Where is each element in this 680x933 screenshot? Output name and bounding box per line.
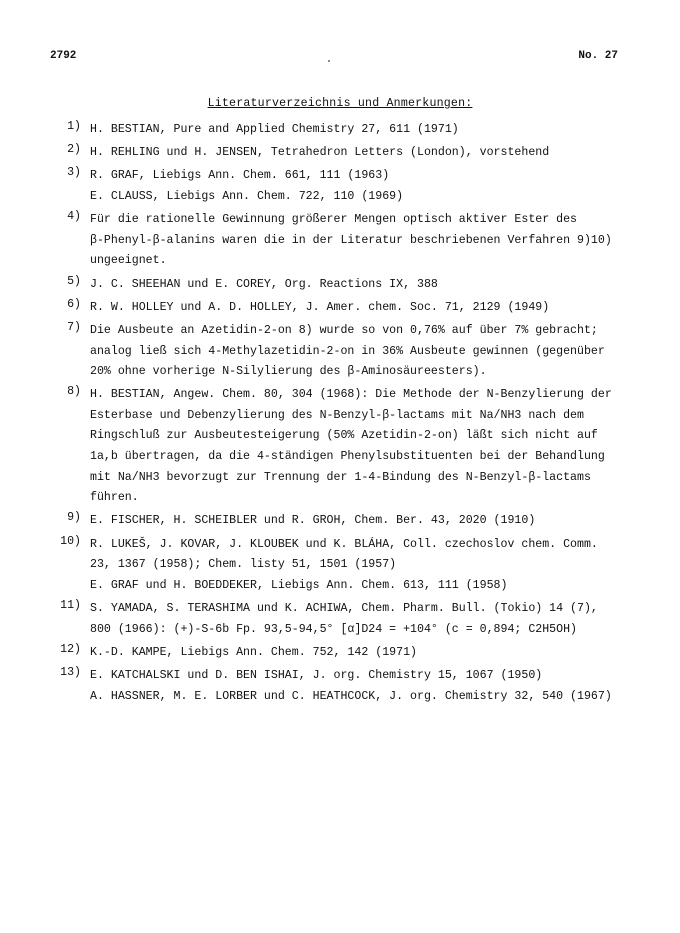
reference-item — [47, 120, 647, 141]
reference-item — [47, 385, 647, 509]
reference-number: 12) — [60, 642, 81, 656]
reference-line: Esterbase und Debenzylierung des N-Benzyl-β-lactams mit Na/NH3 nach dem — [90, 408, 584, 422]
reference-number: 3) — [67, 166, 81, 180]
reference-number: 10) — [60, 534, 81, 548]
reference-item — [47, 599, 647, 640]
reference-item — [47, 511, 647, 532]
reference-number: 13) — [60, 665, 81, 679]
reference-item — [47, 298, 647, 319]
reference-line: H. BESTIAN, Pure and Applied Chemistry 27, 611 (1971) — [90, 123, 459, 136]
reference-item — [47, 643, 647, 664]
reference-line: H. BESTIAN, Angew. Chem. 80, 304 (1968): Die Methode der N-Benzylierung der — [90, 388, 612, 402]
reference-number: 8) — [67, 385, 81, 399]
reference-line: R. LUKEŠ, J. KOVAR, J. KLOUBEK und K. BLÁHA, Coll. czechoslov chem. Comm. — [90, 537, 598, 551]
reference-item — [47, 666, 647, 707]
reference-line: K.-D. KAMPE, Liebigs Ann. Chem. 752, 142 (1971) — [90, 645, 417, 659]
reference-line: mit Na/NH3 bevorzugt zur Trennung der 1-4-Bindung des N-Benzyl-β-lactams — [90, 470, 591, 484]
reference-number: 6) — [67, 297, 81, 311]
reference-number: 1) — [67, 120, 81, 133]
reference-line: S. YAMADA, S. TERASHIMA und K. ACHIWA, Chem. Pharm. Bull. (Tokio) 14 (7), — [90, 602, 598, 615]
reference-item — [47, 321, 647, 383]
reference-line: E. GRAF und H. BOEDDEKER, Liebigs Ann. Chem. 613, 111 (1958) — [90, 578, 508, 592]
reference-number: 7) — [67, 320, 81, 334]
reference-line: 23, 1367 (1958); Chem. listy 51, 1501 (1957) — [90, 558, 397, 572]
journal-issue-number: No. 27 — [578, 50, 618, 62]
reference-item — [47, 535, 647, 597]
reference-number: 11) — [60, 599, 81, 612]
reference-line: 800 (1966): (+)-S-6b Fp. 93,5-94,5° [α]D24 = +104° (c = 0,894; C2H5OH) — [90, 622, 578, 636]
reference-line: führen. — [90, 491, 139, 505]
reference-item — [47, 275, 647, 296]
reference-number: 9) — [67, 511, 81, 525]
reference-number: 5) — [67, 274, 81, 288]
reference-line: E. FISCHER, H. SCHEIBLER und R. GROH, Chem. Ber. 43, 2020 (1910) — [90, 514, 536, 528]
reference-item — [47, 166, 647, 207]
reference-line: A. HASSNER, M. E. LORBER und C. HEATHCOCK, J. org. Chemistry 32, 540 (1967) — [90, 689, 612, 703]
reference-item — [47, 143, 647, 164]
reference-line: Für die rationelle Gewinnung größerer Mengen optisch aktiver Ester des — [90, 213, 578, 227]
reference-line: 1a,b übertragen, da die 4-ständigen Phenylsubstituenten bei der Behandlung — [90, 450, 605, 464]
reference-line: analog ließ sich 4-Methylazetidin-2-on in 36% Ausbeute gewinnen (gegenüber — [90, 344, 605, 358]
reference-line: 20% ohne vorherige N-Silylierung des β-Aminosäureesters). — [90, 365, 487, 379]
reference-line: E. CLAUSS, Liebigs Ann. Chem. 722, 110 (1969) — [90, 189, 404, 203]
reference-list — [47, 120, 647, 710]
page-number: 2792 — [50, 50, 77, 62]
reference-line: R. W. HOLLEY und A. D. HOLLEY, J. Amer. chem. Soc. 71, 2129 (1949) — [90, 300, 550, 314]
reference-line: β-Phenyl-β-alanins waren die in der Literatur beschriebenen Verfahren 9)10) — [90, 233, 612, 247]
references-title: Literaturverzeichnis und Anmerkungen: — [207, 97, 473, 110]
scan-speck — [328, 60, 330, 62]
reference-number: 2) — [67, 143, 81, 157]
reference-line: Ringschluß zur Ausbeutesteigerung (50% Azetidin-2-on) läßt sich nicht auf — [90, 429, 598, 443]
reference-item — [47, 210, 647, 272]
reference-line: J. C. SHEEHAN und E. COREY, Org. Reactions IX, 388 — [90, 277, 438, 291]
reference-line: E. KATCHALSKI und D. BEN ISHAI, J. org. Chemistry 15, 1067 (1950) — [90, 668, 543, 682]
reference-line: Die Ausbeute an Azetidin-2-on 8) wurde so von 0,76% auf über 7% gebracht; — [90, 323, 598, 337]
reference-number: 4) — [67, 210, 81, 224]
reference-line: ungeeignet. — [90, 254, 167, 268]
reference-line: H. REHLING und H. JENSEN, Tetrahedron Letters (London), vorstehend — [90, 146, 550, 160]
reference-line: R. GRAF, Liebigs Ann. Chem. 661, 111 (1963) — [90, 169, 390, 183]
